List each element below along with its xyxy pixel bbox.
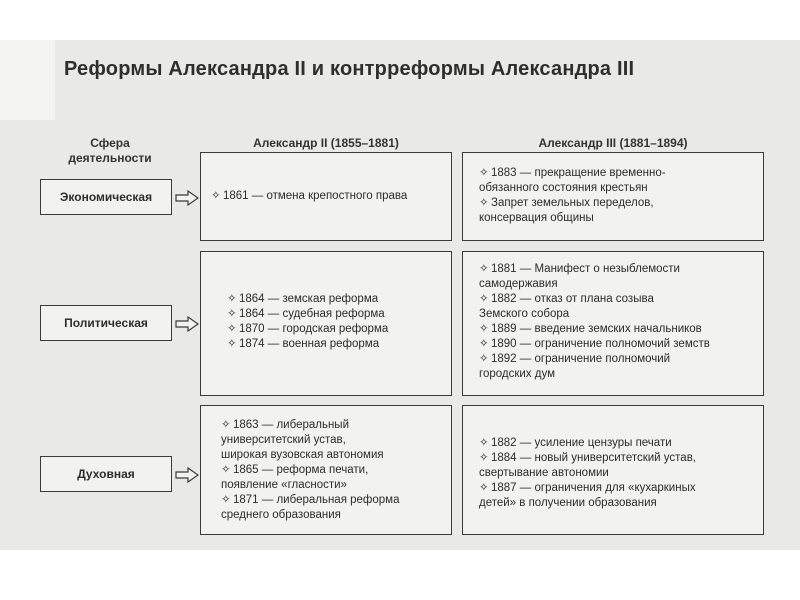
list-spiritual-a3	[479, 436, 696, 511]
header-sphere-line-2: деятельности	[68, 151, 152, 165]
list-item: ✧ 1874 — военная реформа	[227, 338, 380, 350]
cell-political-alexander-2	[200, 251, 452, 396]
list-item: ✧ 1884 — новый университетский устав,	[479, 452, 697, 464]
list-item: свертывание автономии	[479, 467, 609, 479]
list-item: Земского собора	[479, 308, 570, 320]
list-item: ✧ 1864 — судебная реформа	[227, 308, 385, 320]
list-economic-a3	[479, 166, 666, 226]
list-item: ✧ 1863 — либеральный	[221, 419, 349, 431]
list-item: консервация общины	[479, 212, 594, 224]
header-sphere-line-1: Сфера	[90, 136, 130, 150]
list-item: ✧ 1887 — ограничения для «кухаркиных	[479, 482, 696, 494]
cell-spiritual-alexander-2	[200, 405, 452, 535]
list-item: ✧ 1870 — городская реформа	[227, 323, 389, 335]
list-item: появление «гласности»	[221, 479, 347, 491]
scan-corner-patch	[0, 40, 55, 120]
list-item: ✧ 1861 — отмена крепостного права	[211, 190, 408, 202]
header-sphere	[62, 136, 158, 166]
header-alexander-3: Александр III (1881–1894)	[538, 136, 688, 150]
list-item: городских дум	[479, 368, 555, 380]
list-item: ✧ 1889 — введение земских начальников	[479, 323, 702, 335]
list-spiritual-a2	[221, 418, 399, 523]
list-item: среднего образования	[221, 509, 341, 521]
list-item: обязанного состояния крестьян	[479, 182, 648, 194]
header-alexander-2: Александр II (1855–1881)	[253, 136, 399, 150]
sphere-spiritual: Духовная	[40, 456, 172, 492]
list-item: широкая вузовская автономия	[221, 449, 384, 461]
arrow-right-icon	[175, 467, 199, 483]
cell-political-alexander-3	[462, 251, 764, 396]
cell-economic-alexander-3	[462, 152, 764, 241]
list-political-a3	[479, 262, 710, 382]
sphere-economic: Экономическая	[40, 179, 172, 215]
arrow-right-icon	[175, 316, 199, 332]
sphere-political: Политическая	[40, 305, 172, 341]
list-item: университетский устав,	[221, 434, 346, 446]
cell-economic-alexander-2	[200, 152, 452, 241]
cell-spiritual-alexander-3	[462, 405, 764, 535]
list-economic-a2	[211, 189, 407, 204]
list-item: ✧ 1890 — ограничение полномочий земств	[479, 338, 710, 350]
list-item: детей» в получении образования	[479, 497, 657, 509]
list-item: ✧ 1864 — земская реформа	[227, 293, 379, 305]
list-item: ✧ Запрет земельных переделов,	[479, 197, 654, 209]
list-item: ✧ 1892 — ограничение полномочий	[479, 353, 671, 365]
list-political-a2	[227, 292, 388, 352]
list-item: ✧ 1882 — усиление цензуры печати	[479, 437, 672, 449]
list-item: ✧ 1871 — либеральная реформа	[221, 494, 400, 506]
list-item: ✧ 1883 — прекращение временно-	[479, 167, 666, 179]
list-item: ✧ 1881 — Манифест о незыблемости	[479, 263, 680, 275]
page-title: Реформы Александра II и контрреформы Александра III	[64, 58, 635, 80]
arrow-right-icon	[175, 190, 199, 206]
list-item: ✧ 1865 — реформа печати,	[221, 464, 369, 476]
list-item: ✧ 1882 — отказ от плана созыва	[479, 293, 654, 305]
list-item: самодержавия	[479, 278, 558, 290]
